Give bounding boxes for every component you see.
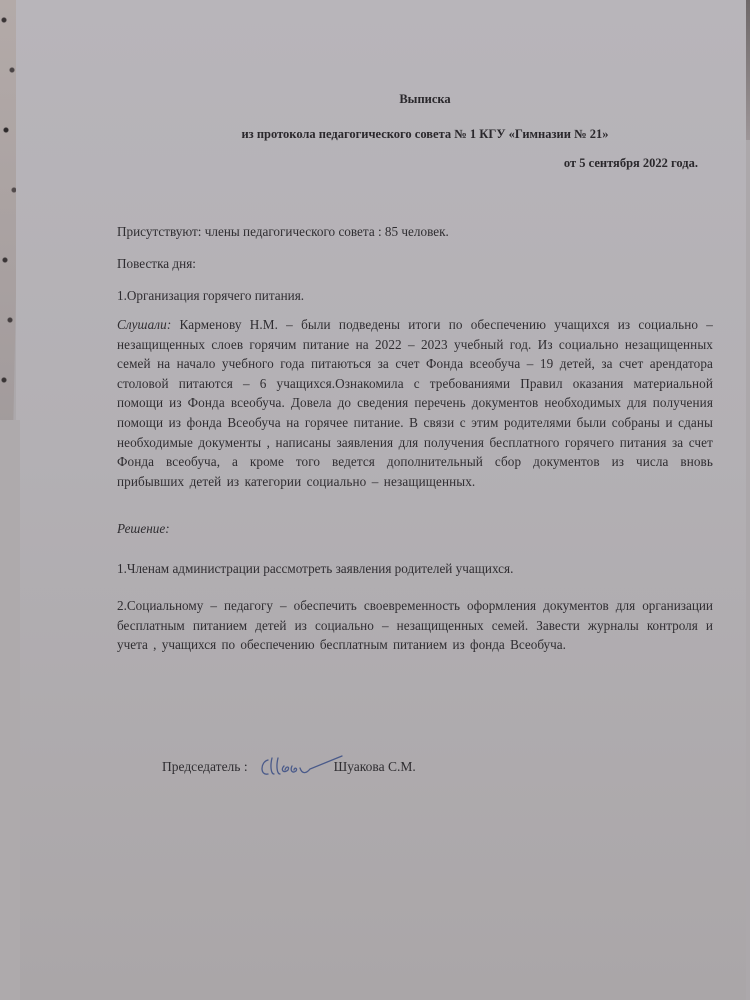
heard-paragraph <box>117 315 713 491</box>
document-date: от 5 сентября 2022 года. <box>563 156 698 170</box>
heard-label: Слушали: <box>117 317 172 332</box>
chair-name: Шуакова С.М. <box>333 759 416 774</box>
chair-label: Председатель : <box>162 759 248 774</box>
agenda-item: 1.Организация горячего питания. <box>117 288 305 303</box>
document-subtitle: из протокола педагогического совета № 1 КГУ «Гимназии № 21» <box>241 127 609 141</box>
decision-label: Решение: <box>117 521 170 536</box>
agenda-label: Повестка дня: <box>117 256 196 271</box>
chair-signature-line <box>162 752 416 782</box>
document-title: Выписка <box>399 92 451 106</box>
paper-sheet-edge <box>0 420 20 1000</box>
decision-item-2: 2.Социальному – педагогу – обеспечить своевременность оформления документов для организации бесплатным питанием детей из социально – незащищенных семей. Завести журналы контроля и учета , учащихся по обеспечению бесплатным питанием из фонда Всеобуча. <box>117 598 713 653</box>
handwritten-signature-icon <box>254 752 344 782</box>
heard-text: Карменову Н.М. – были подведены итоги по обеспечению учащихся из социально – незащищенных слоев горячим питание на 2022 – 2023 учебный год. Из социально незащищенных семей на начало учебного года питаються за счет Фонда всеобуча – 19 детей, за счет арендатора столовой питаются – 6 учащихся.Ознакомила с требованиями Правил оказания материальной помощи из Фонда всеобуча. Довела до сведения перечень документов необходимых для получения помощи из фонда Всеобуча на горячее питание. В связи с этим родителями были собраны и сданы необходимые документы , написаны заявления для получения бесплатного горячего питания за счет Фонда всеобуча, а кроме того ведется дополнительный сбор документов из числа вновь прибывших детей из категории социально – незащищенных. <box>117 317 713 489</box>
paper-sheet <box>16 0 746 1000</box>
decision-item-1: 1.Членам администрации рассмотреть заявления родителей учащихся. <box>117 561 514 576</box>
background-edge <box>746 0 750 140</box>
present-line: Присутствуют: члены педагогического совета : 85 человек. <box>117 224 449 239</box>
